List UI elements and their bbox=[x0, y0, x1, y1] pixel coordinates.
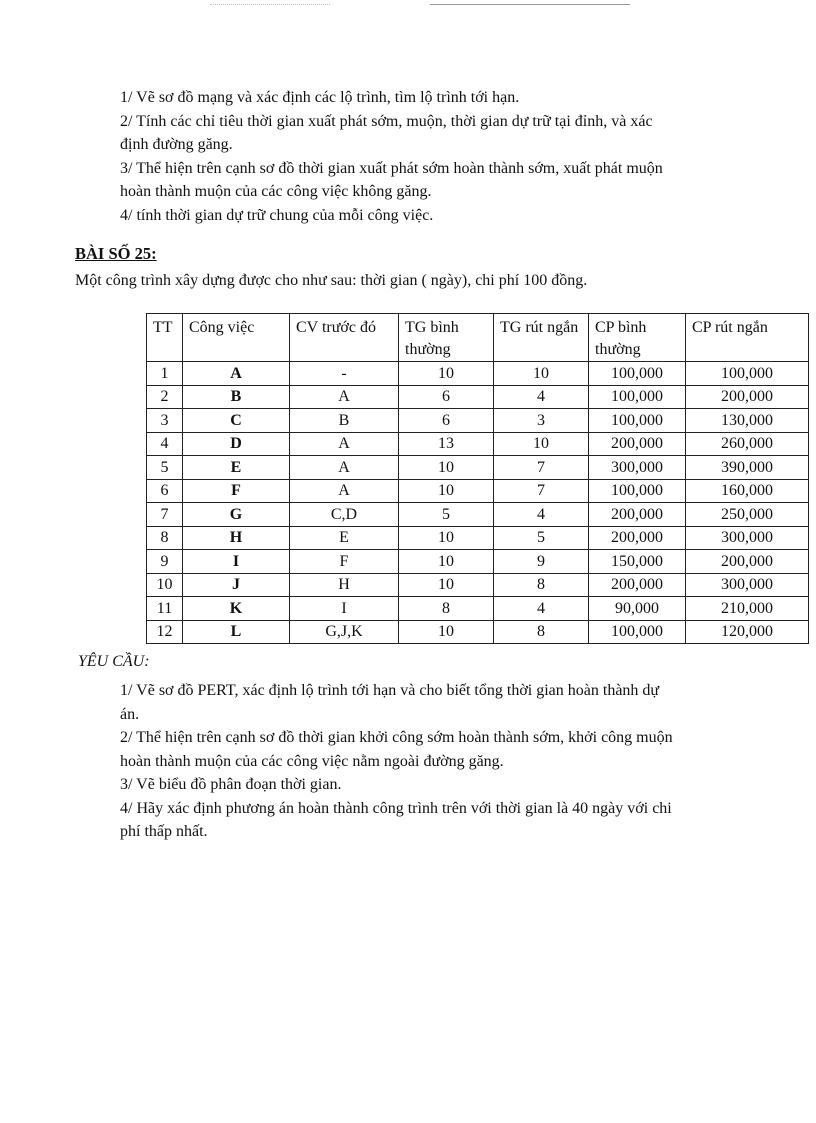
header-cell: TT bbox=[147, 314, 183, 362]
table-row bbox=[147, 503, 809, 527]
exercise-description: Một công trình xây dựng được cho như sau: thời gian ( ngày), chi phí 100 đồng. bbox=[75, 272, 588, 289]
table-cell: 11 bbox=[147, 597, 183, 621]
table-cell: F bbox=[183, 479, 290, 503]
scan-artifact-line bbox=[430, 4, 630, 5]
table-cell: 8 bbox=[494, 573, 589, 597]
table-cell: 10 bbox=[399, 620, 494, 644]
table-row bbox=[147, 409, 809, 433]
table-cell: A bbox=[290, 385, 399, 409]
requirement-line: 1/ Vẽ sơ đồ PERT, xác định lộ trình tới hạn và cho biết tổng thời gian hoàn thành dự bbox=[120, 682, 660, 699]
table-cell: H bbox=[290, 573, 399, 597]
table-row bbox=[147, 362, 809, 386]
table-cell: 3 bbox=[494, 409, 589, 433]
table-cell: 12 bbox=[147, 620, 183, 644]
requirement-line: 2/ Thể hiện trên cạnh sơ đồ thời gian khởi công sớm hoàn thành sớm, khởi công muộn bbox=[120, 729, 673, 746]
table-cell: 200,000 bbox=[686, 550, 809, 574]
table-cell: 200,000 bbox=[589, 503, 686, 527]
intro-line: 4/ tính thời gian dự trữ chung của mỗi công việc. bbox=[120, 206, 434, 224]
table-cell: 390,000 bbox=[686, 456, 809, 480]
table-cell: 9 bbox=[494, 550, 589, 574]
intro-line: 2/ Tính các chỉ tiêu thời gian xuất phát sớm, muộn, thời gian dự trữ tại đỉnh, và xác bbox=[120, 112, 653, 130]
table-cell: C,D bbox=[290, 503, 399, 527]
table-cell: - bbox=[290, 362, 399, 386]
table-cell: 10 bbox=[399, 573, 494, 597]
table-cell: 90,000 bbox=[589, 597, 686, 621]
table-cell: 2 bbox=[147, 385, 183, 409]
table-row bbox=[147, 432, 809, 456]
table-cell: 100,000 bbox=[686, 362, 809, 386]
header-cell: CP bình thường bbox=[589, 314, 686, 362]
table-cell: 4 bbox=[494, 385, 589, 409]
table-cell: 120,000 bbox=[686, 620, 809, 644]
intro-line: 1/ Vẽ sơ đồ mạng và xác định các lộ trình, tìm lộ trình tới hạn. bbox=[120, 89, 520, 106]
requirement-line: phí thấp nhất. bbox=[120, 823, 208, 840]
table-cell: 6 bbox=[147, 479, 183, 503]
table-cell: E bbox=[183, 456, 290, 480]
table-cell: 100,000 bbox=[589, 409, 686, 433]
scan-artifact-line bbox=[210, 4, 330, 5]
table-cell: 10 bbox=[399, 456, 494, 480]
intro-requirements bbox=[120, 86, 770, 227]
table-cell: 100,000 bbox=[589, 479, 686, 503]
table-row bbox=[147, 620, 809, 644]
header-cell: TG rút ngắn bbox=[494, 314, 589, 362]
table-cell: 210,000 bbox=[686, 597, 809, 621]
table-cell: 8 bbox=[494, 620, 589, 644]
table-cell: 200,000 bbox=[589, 573, 686, 597]
table-header-row bbox=[147, 314, 809, 362]
table-cell: I bbox=[183, 550, 290, 574]
table-cell: 100,000 bbox=[589, 362, 686, 386]
table-cell: 260,000 bbox=[686, 432, 809, 456]
table-row bbox=[147, 526, 809, 550]
table-cell: 10 bbox=[494, 432, 589, 456]
table-cell: 100,000 bbox=[589, 385, 686, 409]
table-row bbox=[147, 385, 809, 409]
table-cell: 6 bbox=[399, 409, 494, 433]
task-table bbox=[146, 313, 809, 644]
table-cell: 8 bbox=[399, 597, 494, 621]
table-cell: J bbox=[183, 573, 290, 597]
table-cell: 6 bbox=[399, 385, 494, 409]
table-cell: 10 bbox=[147, 573, 183, 597]
table-cell: 3 bbox=[147, 409, 183, 433]
table-cell: G bbox=[183, 503, 290, 527]
table-cell: 250,000 bbox=[686, 503, 809, 527]
table-cell: 7 bbox=[494, 479, 589, 503]
table-cell: 10 bbox=[399, 479, 494, 503]
table-cell: 4 bbox=[494, 597, 589, 621]
table-cell: I bbox=[290, 597, 399, 621]
table-row bbox=[147, 597, 809, 621]
table-cell: C bbox=[183, 409, 290, 433]
table-cell: 10 bbox=[399, 526, 494, 550]
table-cell: G,J,K bbox=[290, 620, 399, 644]
requirements-title: YÊU CẦU: bbox=[78, 653, 150, 670]
table-cell: 300,000 bbox=[686, 526, 809, 550]
table-row bbox=[147, 479, 809, 503]
table-cell: 5 bbox=[147, 456, 183, 480]
table-cell: 5 bbox=[399, 503, 494, 527]
table-row bbox=[147, 550, 809, 574]
table-body bbox=[147, 362, 809, 644]
table-cell: D bbox=[183, 432, 290, 456]
table-cell: 100,000 bbox=[589, 620, 686, 644]
table-cell: A bbox=[290, 479, 399, 503]
table-cell: 200,000 bbox=[589, 526, 686, 550]
table-cell: B bbox=[290, 409, 399, 433]
table-cell: 10 bbox=[399, 550, 494, 574]
intro-line: 3/ Thể hiện trên cạnh sơ đồ thời gian xuất phát sớm hoàn thành sớm, xuất phát muộn bbox=[120, 159, 663, 177]
table-cell: 160,000 bbox=[686, 479, 809, 503]
table-cell: 9 bbox=[147, 550, 183, 574]
header-cell: Công việc bbox=[183, 314, 290, 362]
exercise-heading: BÀI SỐ 25: bbox=[75, 244, 157, 263]
intro-line: định đường găng. bbox=[120, 136, 233, 153]
table-cell: F bbox=[290, 550, 399, 574]
table-cell: 10 bbox=[399, 362, 494, 386]
table-cell: A bbox=[290, 432, 399, 456]
table-cell: 4 bbox=[147, 432, 183, 456]
table-cell: 7 bbox=[147, 503, 183, 527]
table-cell: 300,000 bbox=[589, 456, 686, 480]
table-cell: 13 bbox=[399, 432, 494, 456]
table-cell: 200,000 bbox=[686, 385, 809, 409]
table-cell: 5 bbox=[494, 526, 589, 550]
header-cell: CP rút ngắn bbox=[686, 314, 809, 362]
table-cell: A bbox=[183, 362, 290, 386]
header-cell: CV trước đó bbox=[290, 314, 399, 362]
table-row bbox=[147, 573, 809, 597]
requirements-list bbox=[120, 679, 780, 844]
table-cell: 7 bbox=[494, 456, 589, 480]
table-cell: 1 bbox=[147, 362, 183, 386]
table-cell: H bbox=[183, 526, 290, 550]
table-cell: 130,000 bbox=[686, 409, 809, 433]
table-cell: 150,000 bbox=[589, 550, 686, 574]
table-cell: E bbox=[290, 526, 399, 550]
table-cell: 8 bbox=[147, 526, 183, 550]
table-row bbox=[147, 456, 809, 480]
table-cell: K bbox=[183, 597, 290, 621]
table-cell: 200,000 bbox=[589, 432, 686, 456]
table-cell: L bbox=[183, 620, 290, 644]
requirement-line: hoàn thành muộn của các công việc nằm ngoài đường găng. bbox=[120, 752, 504, 770]
requirement-line: 4/ Hãy xác định phương án hoàn thành công trình trên với thời gian là 40 ngày với chi bbox=[120, 799, 672, 817]
table-cell: A bbox=[290, 456, 399, 480]
table-cell: 300,000 bbox=[686, 573, 809, 597]
table-cell: B bbox=[183, 385, 290, 409]
requirement-line: 3/ Vẽ biểu đồ phân đoạn thời gian. bbox=[120, 776, 342, 793]
table-cell: 4 bbox=[494, 503, 589, 527]
table-cell: 10 bbox=[494, 362, 589, 386]
intro-line: hoàn thành muộn của các công việc không găng. bbox=[120, 183, 432, 200]
header-cell: TG bình thường bbox=[399, 314, 494, 362]
requirement-line: án. bbox=[120, 705, 140, 723]
